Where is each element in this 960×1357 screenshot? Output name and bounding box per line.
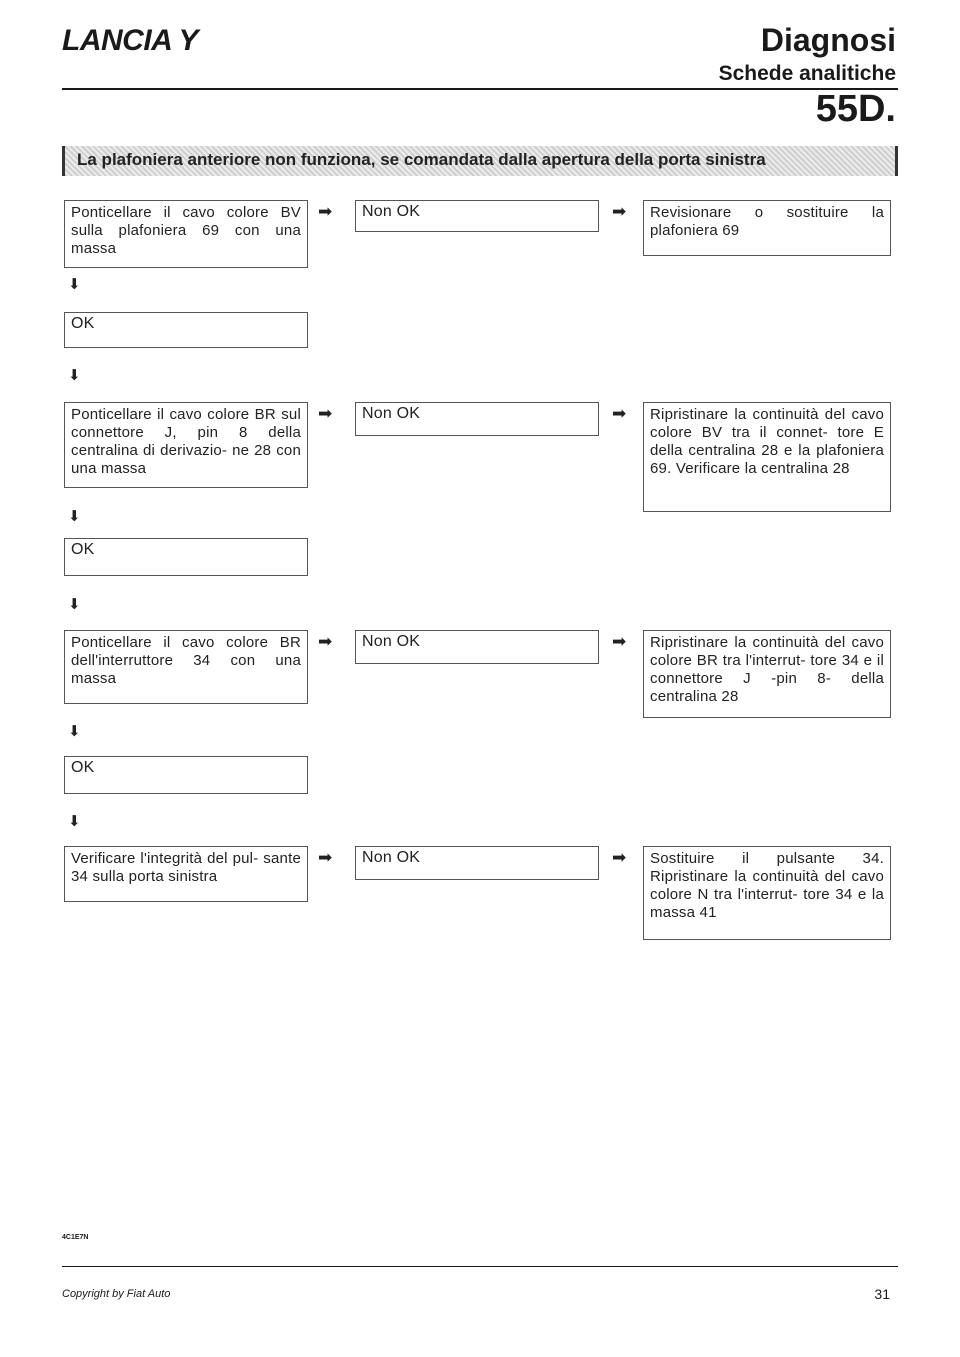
- right-arrow-icon: ➡: [612, 632, 627, 651]
- non-ok-box-1: Non OK: [355, 200, 599, 232]
- header-rule: [62, 88, 898, 90]
- right-arrow-icon: ➡: [318, 202, 333, 221]
- right-arrow-icon: ➡: [612, 202, 627, 221]
- non-ok-box-4: Non OK: [355, 846, 599, 880]
- check-box-1: Ponticellare il cavo colore BV sulla plafoniera 69 con una massa: [64, 200, 308, 268]
- action-box-1: Revisionare o sostituire la plafoniera 69: [643, 200, 891, 256]
- problem-banner: [62, 146, 898, 176]
- right-arrow-icon: ➡: [318, 404, 333, 423]
- ok-box-2: OK: [64, 538, 308, 576]
- check-box-2: Ponticellare il cavo colore BR sul connettore J, pin 8 della centralina di derivazio- ne 28 con una massa: [64, 402, 308, 488]
- non-ok-box-2: Non OK: [355, 402, 599, 436]
- non-ok-box-3: Non OK: [355, 630, 599, 664]
- page-title: Diagnosi: [760, 22, 896, 58]
- ok-box-1: OK: [64, 312, 308, 348]
- down-arrow-icon: ⬇: [68, 508, 81, 525]
- copyright-text: Copyright by Fiat Auto: [62, 1288, 171, 1300]
- down-arrow-icon: ⬇: [68, 367, 81, 384]
- right-arrow-icon: ➡: [318, 632, 333, 651]
- check-box-4: Verificare l'integrità del pul- sante 34 sulla porta sinistra: [64, 846, 308, 902]
- document-id: 4C1E7N: [62, 1234, 89, 1241]
- check-box-3: Ponticellare il cavo colore BR dell'interruttore 34 con una massa: [64, 630, 308, 704]
- down-arrow-icon: ⬇: [68, 596, 81, 613]
- right-arrow-icon: ➡: [612, 404, 627, 423]
- action-box-4: Sostituire il pulsante 34. Ripristinare la continuità del cavo colore N tra l'interrut- tore 34 e la massa 41: [643, 846, 891, 940]
- down-arrow-icon: ⬇: [68, 723, 81, 740]
- ok-box-3: OK: [64, 756, 308, 794]
- action-box-2: Ripristinare la continuità del cavo colore BV tra il connet- tore E della centralina 28 e la plafoniera 69. Verificare la centralina 28: [643, 402, 891, 512]
- section-code: 55D.: [815, 88, 896, 130]
- down-arrow-icon: ⬇: [68, 813, 81, 830]
- down-arrow-icon: ⬇: [68, 276, 81, 293]
- action-box-3: Ripristinare la continuità del cavo colore BR tra l'interrut- tore 34 e il connettore J -pin 8- della centralina 28: [643, 630, 891, 718]
- problem-banner-text: La plafoniera anteriore non funziona, se comandata dalla apertura della porta sinistra: [77, 150, 766, 169]
- page-number: 31: [874, 1286, 890, 1302]
- footer-rule: [62, 1266, 898, 1267]
- page-subtitle: Schede analitiche: [718, 62, 896, 85]
- right-arrow-icon: ➡: [612, 848, 627, 867]
- brand-logo: LANCIA Y: [62, 24, 199, 57]
- right-arrow-icon: ➡: [318, 848, 333, 867]
